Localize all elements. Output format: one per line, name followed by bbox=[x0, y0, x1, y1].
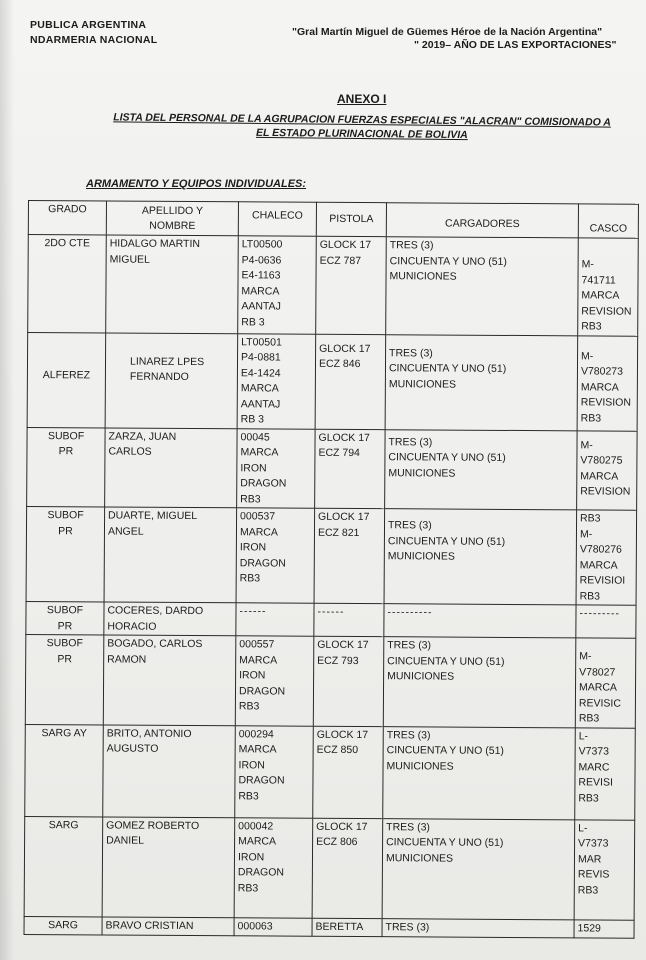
cell-nombre-line: AUGUSTO bbox=[106, 742, 159, 755]
header-cargadores: CARGADORES bbox=[386, 203, 578, 238]
cell-casco-line: REVISIC bbox=[578, 696, 621, 710]
cell-nombre-line: BOGADO, CARLOS bbox=[107, 637, 203, 651]
cell-pistola bbox=[314, 603, 384, 636]
cell-chaleco-line: IRON bbox=[239, 669, 266, 682]
cell-casco-line: 1529 bbox=[577, 921, 601, 935]
cell-grado bbox=[26, 506, 105, 601]
cell-chaleco bbox=[236, 508, 315, 603]
cell-cargadores-line: CINCUENTA Y UNO (51) bbox=[388, 451, 506, 464]
cell-casco-line: REVISION bbox=[580, 396, 631, 409]
cell-nombre bbox=[105, 332, 238, 428]
cell-cargadores-line: ---------- bbox=[387, 606, 433, 619]
cell-casco-line: RB3 bbox=[581, 320, 602, 333]
header-grado: GRADO bbox=[28, 201, 106, 235]
cell-casco-line: V7373 bbox=[578, 837, 609, 850]
cell-chaleco-line: MARCA bbox=[240, 382, 279, 395]
cell-pistola bbox=[314, 508, 385, 603]
cell-cargadores bbox=[382, 918, 574, 937]
cell-nombre-line: RAMON bbox=[107, 652, 147, 666]
cell-cargadores-line: CINCUENTA Y UNO (51) bbox=[387, 534, 506, 548]
cell-casco-line: MAR bbox=[577, 852, 602, 866]
table-row bbox=[27, 427, 637, 510]
cell-casco-line: REVIS bbox=[577, 868, 610, 881]
cell-pistola bbox=[316, 236, 387, 334]
table-row bbox=[25, 634, 636, 727]
cell-grado-line: SUBOF bbox=[46, 637, 83, 650]
cell-casco-line: REVISION bbox=[580, 485, 631, 498]
annex-label: ANEXO I bbox=[337, 92, 387, 106]
cell-casco-line: L- bbox=[578, 729, 589, 742]
cell-grado-line: ALFEREZ bbox=[42, 368, 91, 381]
cell-casco-line: RB3 bbox=[579, 589, 601, 603]
cell-casco-line: --------- bbox=[579, 607, 621, 620]
cell-pistola-line: ECZ 787 bbox=[319, 254, 362, 267]
cell-chaleco bbox=[237, 333, 316, 428]
cell-nombre-line: CARLOS bbox=[108, 445, 152, 458]
cell-cargadores bbox=[383, 726, 576, 819]
cell-casco-line: RB3 bbox=[577, 883, 599, 896]
cell-pistola bbox=[312, 818, 383, 918]
cell-chaleco-line: AANTAJ bbox=[240, 397, 281, 411]
institution-line-2: NDARMERIA NACIONAL bbox=[30, 34, 158, 46]
cell-cargadores bbox=[384, 509, 577, 605]
cell-casco bbox=[577, 430, 637, 510]
cell-casco-line: REVISIOI bbox=[579, 574, 626, 587]
cell-grado-line: PR bbox=[57, 652, 73, 665]
cell-cargadores bbox=[384, 604, 576, 638]
cell-chaleco-line: MARCA bbox=[241, 284, 280, 298]
document-title bbox=[92, 110, 632, 144]
cell-pistola bbox=[312, 918, 382, 936]
cell-nombre bbox=[106, 235, 239, 333]
cell-grado bbox=[28, 235, 107, 333]
cell-chaleco-line: MARCA bbox=[239, 653, 278, 667]
cell-nombre-line: DANIEL bbox=[106, 834, 145, 847]
cell-grado-line: SARG bbox=[48, 918, 78, 931]
cell-cargadores bbox=[383, 637, 576, 728]
header-apellido-line-2: NOMBRE bbox=[149, 219, 196, 233]
cell-chaleco-line: RB3 bbox=[237, 881, 259, 894]
cell-pistola-line: GLOCK 17 bbox=[319, 238, 372, 252]
cell-cargadores bbox=[385, 334, 578, 430]
header-apellido-line-1: APELLIDO Y bbox=[141, 204, 204, 217]
header-apellido bbox=[106, 201, 238, 236]
cell-nombre-line: HORACIO bbox=[107, 619, 157, 633]
cell-cargadores-line: CINCUENTA Y UNO (51) bbox=[389, 254, 507, 268]
cell-casco-line: MARCA bbox=[581, 289, 620, 302]
cell-casco-line: M- bbox=[579, 650, 592, 663]
page-edge-shadow bbox=[0, 0, 14, 960]
document-title-line-1: LISTA DEL PERSONAL DE LA AGRUPACION FUERZAS ESPECIALES "ALACRAN" COMISIONADO A bbox=[113, 111, 611, 129]
cell-chaleco bbox=[234, 917, 312, 935]
cell-chaleco bbox=[238, 236, 317, 334]
cell-casco-line: MARCA bbox=[579, 558, 618, 572]
cell-cargadores-line: MUNICIONES bbox=[388, 466, 456, 480]
cell-pistola-line: BERETTA bbox=[315, 920, 364, 933]
document-title-line-2: EL ESTADO PLURINACIONAL DE BOLIVIA bbox=[255, 126, 468, 142]
cell-casco-line: V780276 bbox=[579, 543, 622, 556]
cell-casco-line: M- bbox=[581, 349, 594, 362]
cell-cargadores-line: MUNICIONES bbox=[389, 270, 457, 283]
cell-chaleco-line: RB 3 bbox=[241, 315, 265, 328]
cell-casco-line: RB3 bbox=[580, 411, 602, 425]
table-body bbox=[24, 235, 638, 938]
cell-pistola-line: GLOCK 17 bbox=[318, 431, 370, 444]
cell-chaleco-line: MARCA bbox=[238, 743, 277, 756]
table-row bbox=[27, 332, 638, 431]
cell-pistola-line: GLOCK 17 bbox=[318, 510, 370, 524]
cell-grado-line: SARG AY bbox=[41, 726, 87, 739]
cell-casco-line: MARCA bbox=[580, 469, 619, 483]
cell-chaleco-line: LT00500 bbox=[241, 238, 283, 251]
cell-chaleco-line: DRAGON bbox=[239, 556, 286, 570]
cell-grado-line: PR bbox=[58, 445, 74, 458]
cell-casco bbox=[575, 727, 636, 819]
cell-nombre-line: ZARZA, JUAN bbox=[108, 429, 177, 443]
cell-nombre bbox=[104, 602, 236, 636]
motto-header bbox=[292, 26, 642, 52]
cell-pistola-line: ECZ 793 bbox=[317, 654, 359, 667]
cell-cargadores-line: MUNICIONES bbox=[387, 670, 455, 683]
cell-nombre-line: BRITO, ANTONIO bbox=[106, 726, 192, 740]
cell-casco-line: RB3 bbox=[578, 712, 600, 725]
cell-casco-line: V7373 bbox=[578, 745, 610, 758]
cell-casco-line: V780275 bbox=[580, 454, 623, 467]
cell-pistola-line: ECZ 850 bbox=[316, 743, 359, 757]
cell-cargadores-line: CINCUENTA Y UNO (51) bbox=[386, 744, 504, 757]
cell-chaleco-line: RB3 bbox=[238, 700, 260, 713]
cell-casco-line: MARCA bbox=[578, 681, 617, 694]
cell-chaleco bbox=[234, 817, 313, 917]
cell-chaleco-line: E4-1424 bbox=[240, 366, 281, 380]
table-row bbox=[26, 506, 637, 605]
cell-casco bbox=[574, 919, 634, 937]
cell-chaleco-line: AANTAJ bbox=[241, 300, 281, 313]
cell-casco bbox=[576, 605, 636, 638]
cell-chaleco-line: DRAGON bbox=[238, 684, 286, 698]
cell-nombre-line: COCERES, DARDO bbox=[107, 604, 204, 618]
cell-grado-line: SARG bbox=[48, 818, 79, 831]
cell-chaleco bbox=[235, 725, 314, 817]
cell-casco bbox=[576, 510, 637, 605]
motto-line-1: "Gral Martín Miguel de Güemes Héroe de la Nación Argentina" bbox=[292, 26, 603, 38]
cell-nombre-line: GOMEZ ROBERTO bbox=[106, 818, 200, 832]
cell-cargadores-line: MUNICIONES bbox=[385, 851, 454, 865]
table-row bbox=[28, 235, 639, 336]
cell-chaleco-line: MARCA bbox=[240, 446, 279, 459]
cell-chaleco-line: 000063 bbox=[237, 919, 273, 933]
cell-pistola bbox=[313, 726, 384, 818]
cell-nombre bbox=[102, 816, 235, 917]
cell-nombre bbox=[105, 427, 237, 507]
cell-grado bbox=[27, 332, 106, 427]
cell-chaleco-line: IRON bbox=[239, 541, 267, 554]
cell-cargadores-line: MUNICIONES bbox=[388, 377, 457, 391]
cell-chaleco-line: P4-0881 bbox=[241, 351, 281, 364]
cell-grado bbox=[24, 916, 102, 934]
cell-nombre bbox=[102, 916, 234, 935]
cell-chaleco-line: 000537 bbox=[240, 510, 276, 523]
cell-casco-line: REVISI bbox=[578, 776, 613, 789]
cell-pistola-line: ECZ 846 bbox=[318, 357, 361, 371]
cell-pistola-line: ECZ 806 bbox=[316, 835, 358, 849]
cell-pistola-line: GLOCK 17 bbox=[317, 638, 369, 652]
cell-chaleco-line: 00045 bbox=[240, 430, 270, 443]
cell-casco-line: V780273 bbox=[580, 365, 624, 378]
cell-grado-line: PR bbox=[58, 524, 73, 537]
cell-chaleco-line: MARCA bbox=[239, 525, 278, 539]
cell-cargadores-line: CINCUENTA Y UNO (51) bbox=[386, 836, 504, 849]
cell-casco-line: REVISION bbox=[581, 304, 632, 318]
cell-nombre-line: LINAREZ LPES bbox=[129, 355, 205, 368]
cell-cargadores-line: TRES (3) bbox=[389, 239, 434, 252]
institution-header bbox=[30, 18, 158, 48]
cell-chaleco-line: RB 3 bbox=[240, 413, 265, 426]
cell-chaleco-line: ------ bbox=[239, 605, 267, 618]
cell-chaleco-line: LT00501 bbox=[241, 335, 282, 349]
cell-pistola bbox=[313, 636, 384, 726]
cell-casco bbox=[577, 335, 638, 430]
cell-casco-line: M- bbox=[579, 527, 593, 540]
cell-nombre-line: HIDALGO MARTIN bbox=[109, 237, 201, 251]
cell-chaleco-line: IRON bbox=[238, 758, 265, 771]
cell-chaleco-line: IRON bbox=[237, 850, 265, 863]
cell-chaleco-line: DRAGON bbox=[238, 774, 285, 787]
cell-cargadores-line: TRES (3) bbox=[386, 728, 431, 741]
cell-chaleco-line: RB3 bbox=[238, 789, 259, 802]
motto-line-2: " 2019– AÑO DE LAS EXPORTACIONES" bbox=[414, 39, 617, 51]
cell-chaleco-line: DRAGON bbox=[240, 477, 287, 490]
cell-grado bbox=[27, 427, 105, 507]
cell-cargadores-line: TRES (3) bbox=[387, 639, 432, 652]
table-row bbox=[25, 724, 636, 820]
cell-pistola bbox=[315, 334, 386, 429]
cell-chaleco bbox=[236, 603, 314, 636]
cell-casco bbox=[575, 638, 636, 728]
cell-cargadores bbox=[386, 237, 579, 336]
cell-chaleco-line: MARCA bbox=[238, 835, 277, 848]
cell-casco-line: V78027 bbox=[579, 665, 616, 679]
cell-nombre-line: FERNANDO bbox=[129, 370, 189, 383]
cell-grado bbox=[26, 601, 104, 634]
cell-casco-line: RB3 bbox=[580, 512, 601, 525]
cell-casco-line: 741711 bbox=[581, 273, 616, 287]
personnel-equipment-table bbox=[24, 200, 639, 938]
cell-nombre bbox=[103, 724, 236, 817]
cell-casco-line: L- bbox=[578, 821, 588, 834]
cell-pistola-line: GLOCK 17 bbox=[316, 728, 369, 741]
section-heading: ARMAMENTO Y EQUIPOS INDIVIDUALES: bbox=[86, 178, 307, 190]
cell-grado-line: SUBOF bbox=[47, 429, 85, 442]
cell-pistola-line: GLOCK 17 bbox=[316, 820, 368, 833]
cell-grado-line: SUBOF bbox=[46, 604, 84, 617]
cell-nombre-line: DUARTE, MIGUEL bbox=[108, 509, 198, 523]
table-row bbox=[26, 601, 636, 638]
cell-nombre-line: MIGUEL bbox=[109, 252, 150, 266]
cell-cargadores-line: TRES (3) bbox=[389, 346, 433, 359]
cell-chaleco-line: DRAGON bbox=[237, 866, 285, 879]
cell-cargadores-line: CINCUENTA Y UNO (51) bbox=[387, 654, 505, 668]
cell-nombre-line: ANGEL bbox=[107, 524, 144, 538]
cell-cargadores-line: MUNICIONES bbox=[387, 550, 455, 563]
cell-chaleco-line: RB3 bbox=[239, 572, 261, 585]
cell-grado-line: SUBOF bbox=[47, 509, 84, 522]
cell-casco-line: MARC bbox=[578, 760, 610, 774]
cell-grado-line: 2DO CTE bbox=[44, 237, 91, 250]
cell-nombre-line: BRAVO CRISTIAN bbox=[105, 918, 194, 932]
cell-grado bbox=[24, 816, 103, 916]
cell-chaleco bbox=[237, 428, 315, 508]
cell-casco-line: M- bbox=[581, 258, 594, 271]
cell-nombre bbox=[103, 635, 236, 725]
table-row bbox=[24, 816, 635, 920]
cell-chaleco bbox=[235, 636, 314, 726]
institution-line-1: PUBLICA ARGENTINA bbox=[30, 19, 147, 31]
cell-casco-line: M- bbox=[580, 438, 593, 451]
cell-chaleco-line: 000557 bbox=[239, 638, 275, 651]
cell-cargadores bbox=[382, 818, 575, 919]
cell-pistola-line: ------ bbox=[317, 605, 345, 618]
cell-cargadores-line: TRES (3) bbox=[387, 519, 432, 532]
table-header-row bbox=[28, 201, 638, 239]
cell-chaleco-line: P4-0636 bbox=[241, 253, 282, 267]
cell-casco bbox=[578, 238, 639, 336]
cell-chaleco-line: RB3 bbox=[240, 492, 261, 505]
cell-nombre bbox=[104, 507, 237, 603]
cell-cargadores-line: TRES (3) bbox=[386, 820, 430, 833]
cell-cargadores bbox=[385, 429, 577, 510]
cell-cargadores-line: TRES (3) bbox=[385, 920, 430, 933]
header-casco: CASCO bbox=[578, 204, 638, 238]
cell-chaleco-line: E4-1163 bbox=[241, 269, 281, 282]
table-row bbox=[24, 916, 634, 938]
cell-grado bbox=[25, 724, 104, 816]
cell-cargadores-line: TRES (3) bbox=[388, 435, 433, 448]
cell-pistola-line: ECZ 821 bbox=[317, 526, 360, 539]
cell-casco bbox=[574, 819, 635, 919]
cell-chaleco-line: 000042 bbox=[238, 819, 274, 833]
cell-casco-line: MARCA bbox=[580, 380, 619, 394]
cell-grado-line: PR bbox=[57, 619, 73, 632]
cell-chaleco-line: IRON bbox=[240, 461, 267, 474]
cell-pistola bbox=[315, 429, 385, 509]
cell-chaleco-line: 000294 bbox=[238, 727, 274, 741]
cell-grado bbox=[25, 634, 104, 724]
cell-pistola-line: GLOCK 17 bbox=[319, 342, 371, 355]
cell-pistola-line: ECZ 794 bbox=[318, 446, 360, 460]
header-pistola: PISTOLA bbox=[316, 202, 386, 236]
header-chaleco: CHALECO bbox=[238, 202, 316, 236]
cell-casco-line: RB3 bbox=[578, 791, 599, 804]
cell-cargadores-line: MUNICIONES bbox=[386, 759, 454, 773]
cell-cargadores-line: CINCUENTA Y UNO (51) bbox=[388, 362, 507, 375]
